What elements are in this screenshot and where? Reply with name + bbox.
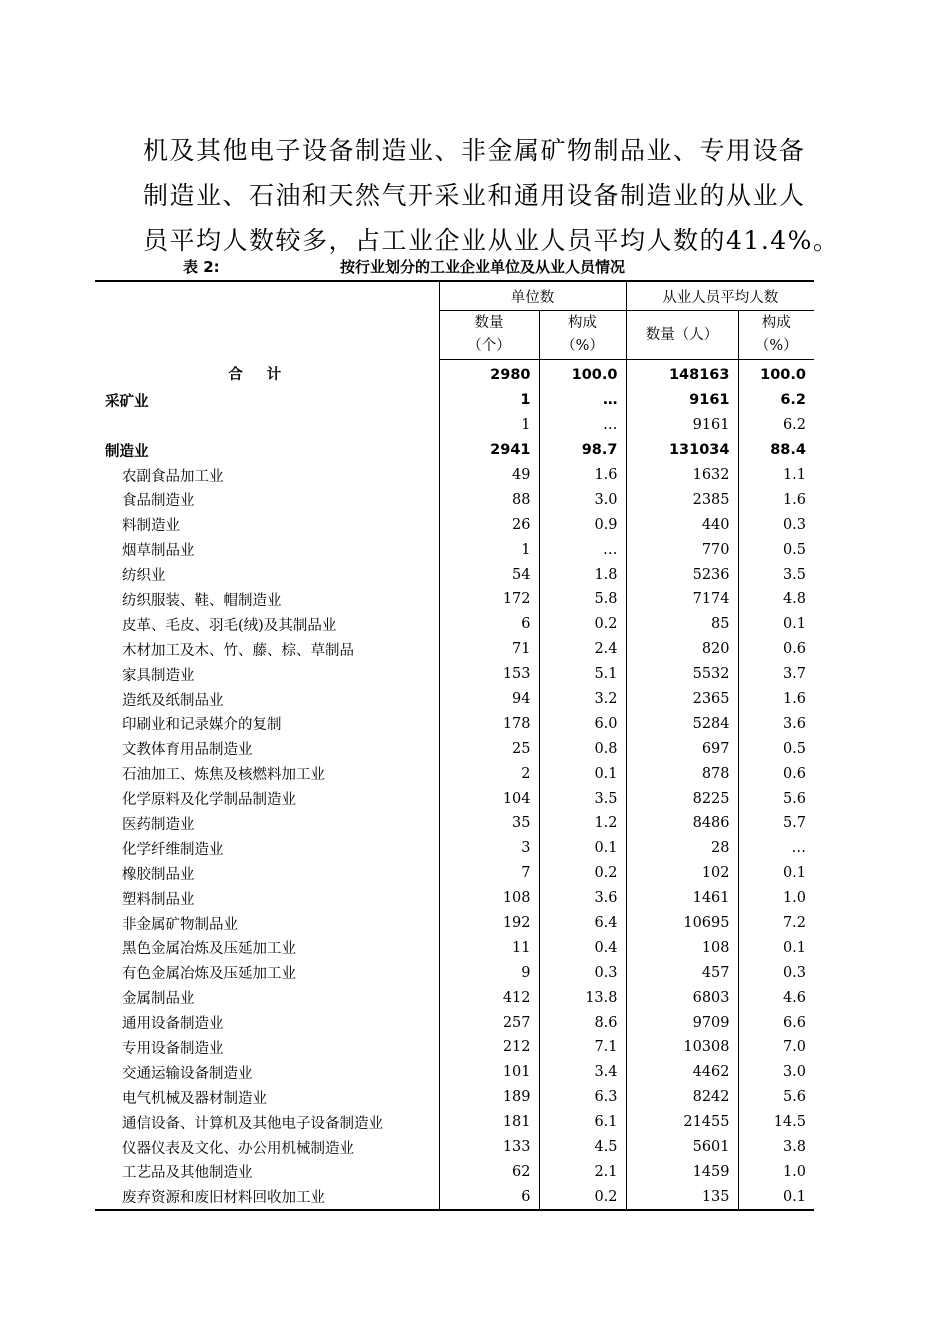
- unit-share: 0.2: [539, 612, 626, 637]
- row-name: 家具制造业: [122, 667, 195, 684]
- row-name: 专用设备制造业: [122, 1040, 224, 1057]
- table-row: [95, 711, 814, 736]
- row-name: 木材加工及木、竹、藤、棕、草制品: [122, 642, 354, 659]
- employee-count: 5532: [626, 662, 738, 687]
- row-name: 有色金属冶炼及压延加工业: [122, 966, 296, 983]
- table-row: [95, 1085, 814, 1110]
- employee-share: 0.3: [738, 512, 814, 537]
- unit-share: 6.3: [539, 1085, 626, 1110]
- unit-count: 1: [439, 388, 539, 413]
- unit-count: 133: [439, 1135, 539, 1160]
- table-row: [95, 935, 814, 960]
- unit-share: 0.3: [539, 960, 626, 985]
- table-row: [95, 463, 814, 488]
- unit-count: 11: [439, 935, 539, 960]
- row-name: 黑色金属冶炼及压延加工业: [122, 941, 296, 958]
- header-units: 单位数: [439, 281, 626, 311]
- unit-count: 104: [439, 786, 539, 811]
- industry-table: [95, 280, 814, 1211]
- table-row: [95, 612, 814, 637]
- table-row: [95, 388, 814, 413]
- employee-count: 5284: [626, 711, 738, 736]
- employee-share: 14.5: [738, 1110, 814, 1135]
- header-unit-count: 数量 （个）: [439, 311, 539, 360]
- employee-share: 3.7: [738, 662, 814, 687]
- table-row: [95, 413, 814, 438]
- employee-share: 0.1: [738, 935, 814, 960]
- employee-share: 1.0: [738, 886, 814, 911]
- employee-count: 135: [626, 1184, 738, 1210]
- unit-count: 7: [439, 861, 539, 886]
- table-row: [95, 438, 814, 463]
- row-name: 电气机械及器材制造业: [122, 1090, 267, 1107]
- unit-share: 4.5: [539, 1135, 626, 1160]
- employee-share: 1.6: [738, 687, 814, 712]
- employee-count: 108: [626, 935, 738, 960]
- employee-count: 2385: [626, 487, 738, 512]
- unit-share: 3.0: [539, 487, 626, 512]
- unit-share: 100.0: [539, 360, 626, 388]
- table-row: [95, 985, 814, 1010]
- row-name: 烟草制品业: [122, 543, 195, 560]
- unit-share: 1.8: [539, 562, 626, 587]
- employee-count: 10695: [626, 911, 738, 936]
- employee-share: 5.6: [738, 786, 814, 811]
- employee-share: 4.6: [738, 985, 814, 1010]
- row-name: 交通运输设备制造业: [122, 1065, 253, 1082]
- row-name: 料制造业: [122, 518, 180, 535]
- unit-count: 412: [439, 985, 539, 1010]
- row-name: 皮革、毛皮、羽毛(绒)及其制品业: [122, 617, 337, 634]
- employee-count: 102: [626, 861, 738, 886]
- unit-count: 1: [439, 537, 539, 562]
- row-name: 橡胶制品业: [122, 866, 195, 883]
- table-label: 表 2:: [183, 258, 220, 276]
- employee-count: 21455: [626, 1110, 738, 1135]
- unit-count: 6: [439, 612, 539, 637]
- employee-count: 9161: [626, 413, 738, 438]
- employee-share: 0.5: [738, 537, 814, 562]
- employee-share: 5.6: [738, 1085, 814, 1110]
- table-row: [95, 1110, 814, 1135]
- row-name: 印刷业和记录媒介的复制: [122, 717, 282, 734]
- unit-count: 3: [439, 836, 539, 861]
- employee-count: 28: [626, 836, 738, 861]
- employee-count: 148163: [626, 360, 738, 388]
- employee-count: 697: [626, 736, 738, 761]
- employee-share: 6.2: [738, 388, 814, 413]
- table-row: [95, 537, 814, 562]
- unit-count: 35: [439, 811, 539, 836]
- table-row: [95, 1010, 814, 1035]
- row-name: 通信设备、计算机及其他电子设备制造业: [122, 1115, 383, 1132]
- row-name: 废弃资源和废旧材料回收加工业: [95, 1184, 439, 1210]
- unit-count: 26: [439, 512, 539, 537]
- unit-share: 2.1: [539, 1160, 626, 1185]
- employee-share: 0.1: [738, 861, 814, 886]
- unit-share: 6.4: [539, 911, 626, 936]
- unit-count: 71: [439, 637, 539, 662]
- table-row: [95, 662, 814, 687]
- employee-count: 820: [626, 637, 738, 662]
- table-row: [95, 1060, 814, 1085]
- employee-share: 5.7: [738, 811, 814, 836]
- table-row: [95, 637, 814, 662]
- unit-count: 25: [439, 736, 539, 761]
- row-name: 采矿业: [105, 393, 149, 410]
- employee-share: 7.2: [738, 911, 814, 936]
- employee-count: 2365: [626, 687, 738, 712]
- unit-share: 98.7: [539, 438, 626, 463]
- employee-share: 0.3: [738, 960, 814, 985]
- row-name: 通用设备制造业: [122, 1016, 224, 1033]
- row-name: 化学纤维制造业: [122, 841, 224, 858]
- unit-share: …: [539, 413, 626, 438]
- row-name: 纺织服装、鞋、帽制造业: [122, 592, 282, 609]
- row-name: 石油加工、炼焦及核燃料加工业: [122, 767, 325, 784]
- unit-share: 0.1: [539, 761, 626, 786]
- table-row: [95, 1135, 814, 1160]
- employee-count: 131034: [626, 438, 738, 463]
- employee-share: 6.2: [738, 413, 814, 438]
- unit-count: 101: [439, 1060, 539, 1085]
- table-title: 按行业划分的工业企业单位及从业人员情况: [340, 258, 626, 276]
- unit-share: 0.8: [539, 736, 626, 761]
- unit-count: 178: [439, 711, 539, 736]
- unit-count: 212: [439, 1035, 539, 1060]
- employee-share: 6.6: [738, 1010, 814, 1035]
- unit-share: 3.2: [539, 687, 626, 712]
- unit-share: 0.2: [539, 1184, 626, 1210]
- row-name: 工艺品及其他制造业: [122, 1165, 253, 1182]
- intro-line: 制造业、石油和天然气开采业和通用设备制造业的从业人: [143, 181, 806, 210]
- employee-count: 8486: [626, 811, 738, 836]
- table-row: [95, 911, 814, 936]
- unit-share: 0.2: [539, 861, 626, 886]
- unit-count: 62: [439, 1160, 539, 1185]
- unit-share: 3.4: [539, 1060, 626, 1085]
- unit-share: 1.2: [539, 811, 626, 836]
- employee-count: 4462: [626, 1060, 738, 1085]
- unit-share: 3.5: [539, 786, 626, 811]
- employee-share: 3.5: [738, 562, 814, 587]
- employee-count: 1461: [626, 886, 738, 911]
- employee-count: 9161: [626, 388, 738, 413]
- unit-share: 5.8: [539, 587, 626, 612]
- employee-count: 10308: [626, 1035, 738, 1060]
- header-emp-share: 构成 （%）: [738, 311, 814, 360]
- row-name: 纺织业: [122, 568, 166, 585]
- unit-count: 108: [439, 886, 539, 911]
- employee-count: 1459: [626, 1160, 738, 1185]
- row-name: 塑料制品业: [122, 891, 195, 908]
- row-name: 造纸及纸制品业: [122, 692, 224, 709]
- header-unit-share: 构成 （%）: [539, 311, 626, 360]
- employee-count: 7174: [626, 587, 738, 612]
- employee-count: 9709: [626, 1010, 738, 1035]
- table-row: [95, 360, 814, 388]
- employee-share: 0.1: [738, 1184, 814, 1210]
- unit-share: 3.6: [539, 886, 626, 911]
- unit-count: 189: [439, 1085, 539, 1110]
- table-row: [95, 786, 814, 811]
- unit-share: 13.8: [539, 985, 626, 1010]
- employee-count: 8225: [626, 786, 738, 811]
- unit-share: 8.6: [539, 1010, 626, 1035]
- unit-share: 2.4: [539, 637, 626, 662]
- employee-share: 3.0: [738, 1060, 814, 1085]
- employee-count: 770: [626, 537, 738, 562]
- row-name: 医药制造业: [122, 816, 195, 833]
- unit-share: 6.0: [539, 711, 626, 736]
- employee-share: 3.8: [738, 1135, 814, 1160]
- employee-count: 5601: [626, 1135, 738, 1160]
- row-name: 仪器仪表及文化、办公用机械制造业: [122, 1140, 354, 1157]
- table-row: [95, 861, 814, 886]
- unit-count: 9: [439, 960, 539, 985]
- unit-share: …: [539, 388, 626, 413]
- employee-count: 878: [626, 761, 738, 786]
- unit-share: 0.1: [539, 836, 626, 861]
- row-name: 化学原料及化学制品制造业: [122, 792, 296, 809]
- employee-share: 0.5: [738, 736, 814, 761]
- unit-count: 2941: [439, 438, 539, 463]
- employee-share: 100.0: [738, 360, 814, 388]
- intro-line: 员平均人数较多，占工业企业从业人员平均人数的41.4%。: [143, 226, 840, 255]
- unit-count: 181: [439, 1110, 539, 1135]
- unit-share: 6.1: [539, 1110, 626, 1135]
- header-blank: [95, 281, 439, 360]
- row-name: 金属制品业: [122, 991, 195, 1008]
- employee-count: 6803: [626, 985, 738, 1010]
- table-row: [95, 736, 814, 761]
- row-name: 制造业: [105, 443, 149, 460]
- header-emp-count: 数量（人）: [626, 311, 738, 360]
- employee-count: 85: [626, 612, 738, 637]
- row-name: 农副食品加工业: [122, 468, 224, 485]
- employee-count: 5236: [626, 562, 738, 587]
- employee-share: 1.0: [738, 1160, 814, 1185]
- row-name: 文教体育用品制造业: [122, 742, 253, 759]
- employee-count: 8242: [626, 1085, 738, 1110]
- intro-line: 机及其他电子设备制造业、非金属矿物制品业、专用设备: [143, 136, 806, 165]
- intro-paragraph: [143, 128, 840, 263]
- table-row: [95, 512, 814, 537]
- table-row: [95, 761, 814, 786]
- employee-share: 1.6: [738, 487, 814, 512]
- employee-share: 0.6: [738, 637, 814, 662]
- employee-share: 0.6: [738, 761, 814, 786]
- table-row: [95, 811, 814, 836]
- row-name: 食品制造业: [122, 493, 195, 510]
- header-employees: 从业人员平均人数: [626, 281, 814, 311]
- employee-share: 1.1: [738, 463, 814, 488]
- table-body: [95, 360, 814, 1211]
- employee-count: 1632: [626, 463, 738, 488]
- unit-share: 5.1: [539, 662, 626, 687]
- table-row: [95, 960, 814, 985]
- employee-share: 0.1: [738, 612, 814, 637]
- unit-share: 0.4: [539, 935, 626, 960]
- table-row: [95, 836, 814, 861]
- unit-count: 49: [439, 463, 539, 488]
- unit-count: 88: [439, 487, 539, 512]
- unit-count: 257: [439, 1010, 539, 1035]
- table-row: [95, 886, 814, 911]
- employee-share: …: [738, 836, 814, 861]
- employee-share: 7.0: [738, 1035, 814, 1060]
- unit-count: 94: [439, 687, 539, 712]
- unit-share: 0.9: [539, 512, 626, 537]
- table-row: [95, 1184, 814, 1210]
- unit-count: 1: [439, 413, 539, 438]
- unit-count: 172: [439, 587, 539, 612]
- unit-count: 153: [439, 662, 539, 687]
- table-row: [95, 1160, 814, 1185]
- unit-share: …: [539, 537, 626, 562]
- employee-share: 3.6: [738, 711, 814, 736]
- unit-count: 54: [439, 562, 539, 587]
- row-name: 非金属矿物制品业: [122, 916, 238, 933]
- table-row: [95, 562, 814, 587]
- table-row: [95, 587, 814, 612]
- unit-count: 6: [439, 1184, 539, 1210]
- unit-share: 7.1: [539, 1035, 626, 1060]
- unit-share: 1.6: [539, 463, 626, 488]
- table-row: [95, 487, 814, 512]
- employee-count: 457: [626, 960, 738, 985]
- employee-share: 4.8: [738, 587, 814, 612]
- employee-share: 88.4: [738, 438, 814, 463]
- unit-count: 192: [439, 911, 539, 936]
- unit-count: 2: [439, 761, 539, 786]
- table-row: [95, 1035, 814, 1060]
- employee-count: 440: [626, 512, 738, 537]
- unit-count: 2980: [439, 360, 539, 388]
- row-name: 合计: [228, 367, 306, 384]
- row-name: [95, 413, 439, 438]
- table-row: [95, 687, 814, 712]
